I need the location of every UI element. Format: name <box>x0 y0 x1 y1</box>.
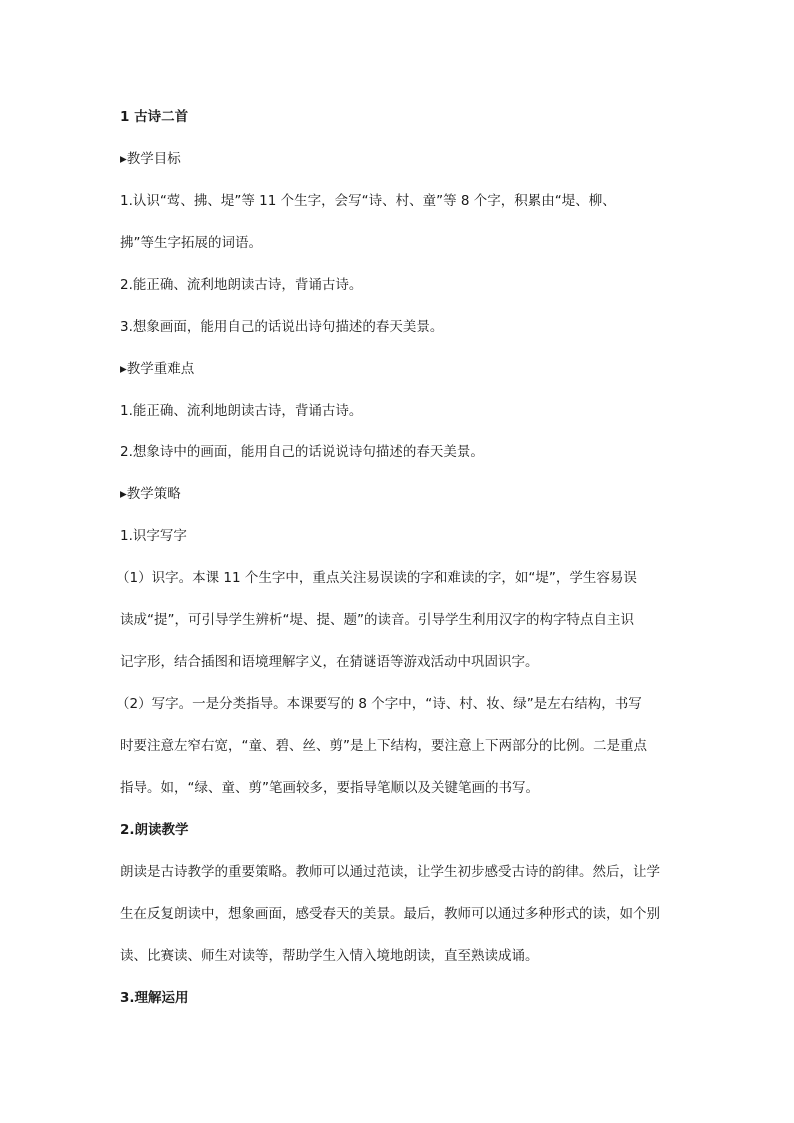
paragraph-line: 2.想象诗中的画面，能用自己的话说说诗句描述的春天美景。 <box>120 444 484 460</box>
paragraph-line: 3.想象画面，能用自己的话说出诗句描述的春天美景。 <box>120 319 444 335</box>
lesson-title: 1 古诗二首 <box>120 109 189 125</box>
paragraph-line: 时要注意左窄右宽，“童、碧、丝、剪”是上下结构，要注意上下两部分的比例。二是重点 <box>120 738 647 754</box>
paragraph-line: 拂”等生字拓展的词语。 <box>120 235 262 251</box>
subheading-reading: 2.朗读教学 <box>120 822 189 838</box>
paragraph-line: 2.能正确、流利地朗读古诗，背诵古诗。 <box>120 277 363 293</box>
paragraph-line: （1）识字。本课 11 个生字中，重点关注易误读的字和难读的字，如“堤”，学生容易误 <box>116 570 637 586</box>
paragraph-line: （2）写字。一是分类指导。本课要写的 8 个字中，“诗、村、妆、绿”是左右结构，书写 <box>116 696 642 712</box>
paragraph-line: 指导。如，“绿、童、剪”笔画较多，要指导笔顺以及关键笔画的书写。 <box>120 780 539 796</box>
paragraph-line: 记字形，结合插图和语境理解字义，在猜谜语等游戏活动中巩固识字。 <box>120 654 539 670</box>
section-heading-difficulties: ▸教学重难点 <box>120 361 195 377</box>
paragraph-line: 读、比赛读、师生对读等，帮助学生入情入境地朗读，直至熟读成诵。 <box>120 948 539 964</box>
section-heading-goals: ▸教学目标 <box>120 151 181 167</box>
section-heading-strategy: ▸教学策略 <box>120 486 181 502</box>
paragraph-line: 1.认识“莺、拂、堤”等 11 个生字，会写“诗、村、童”等 8 个字，积累由“堤、柳、 <box>120 193 616 209</box>
subheading-application: 3.理解运用 <box>120 990 189 1006</box>
paragraph-line: 1.能正确、流利地朗读古诗，背诵古诗。 <box>120 403 363 419</box>
subheading-literacy: 1.识字写字 <box>120 528 187 544</box>
paragraph-line: 生在反复朗读中，想象画面，感受春天的美景。最后，教师可以通过多种形式的读，如个别 <box>120 906 660 922</box>
paragraph-line: 朗读是古诗教学的重要策略。教师可以通过范读，让学生初步感受古诗的韵律。然后，让学 <box>120 864 660 880</box>
paragraph-line: 读成“提”，可引导学生辨析“堤、提、题”的读音。引导学生利用汉字的构字特点自主识 <box>120 612 634 628</box>
